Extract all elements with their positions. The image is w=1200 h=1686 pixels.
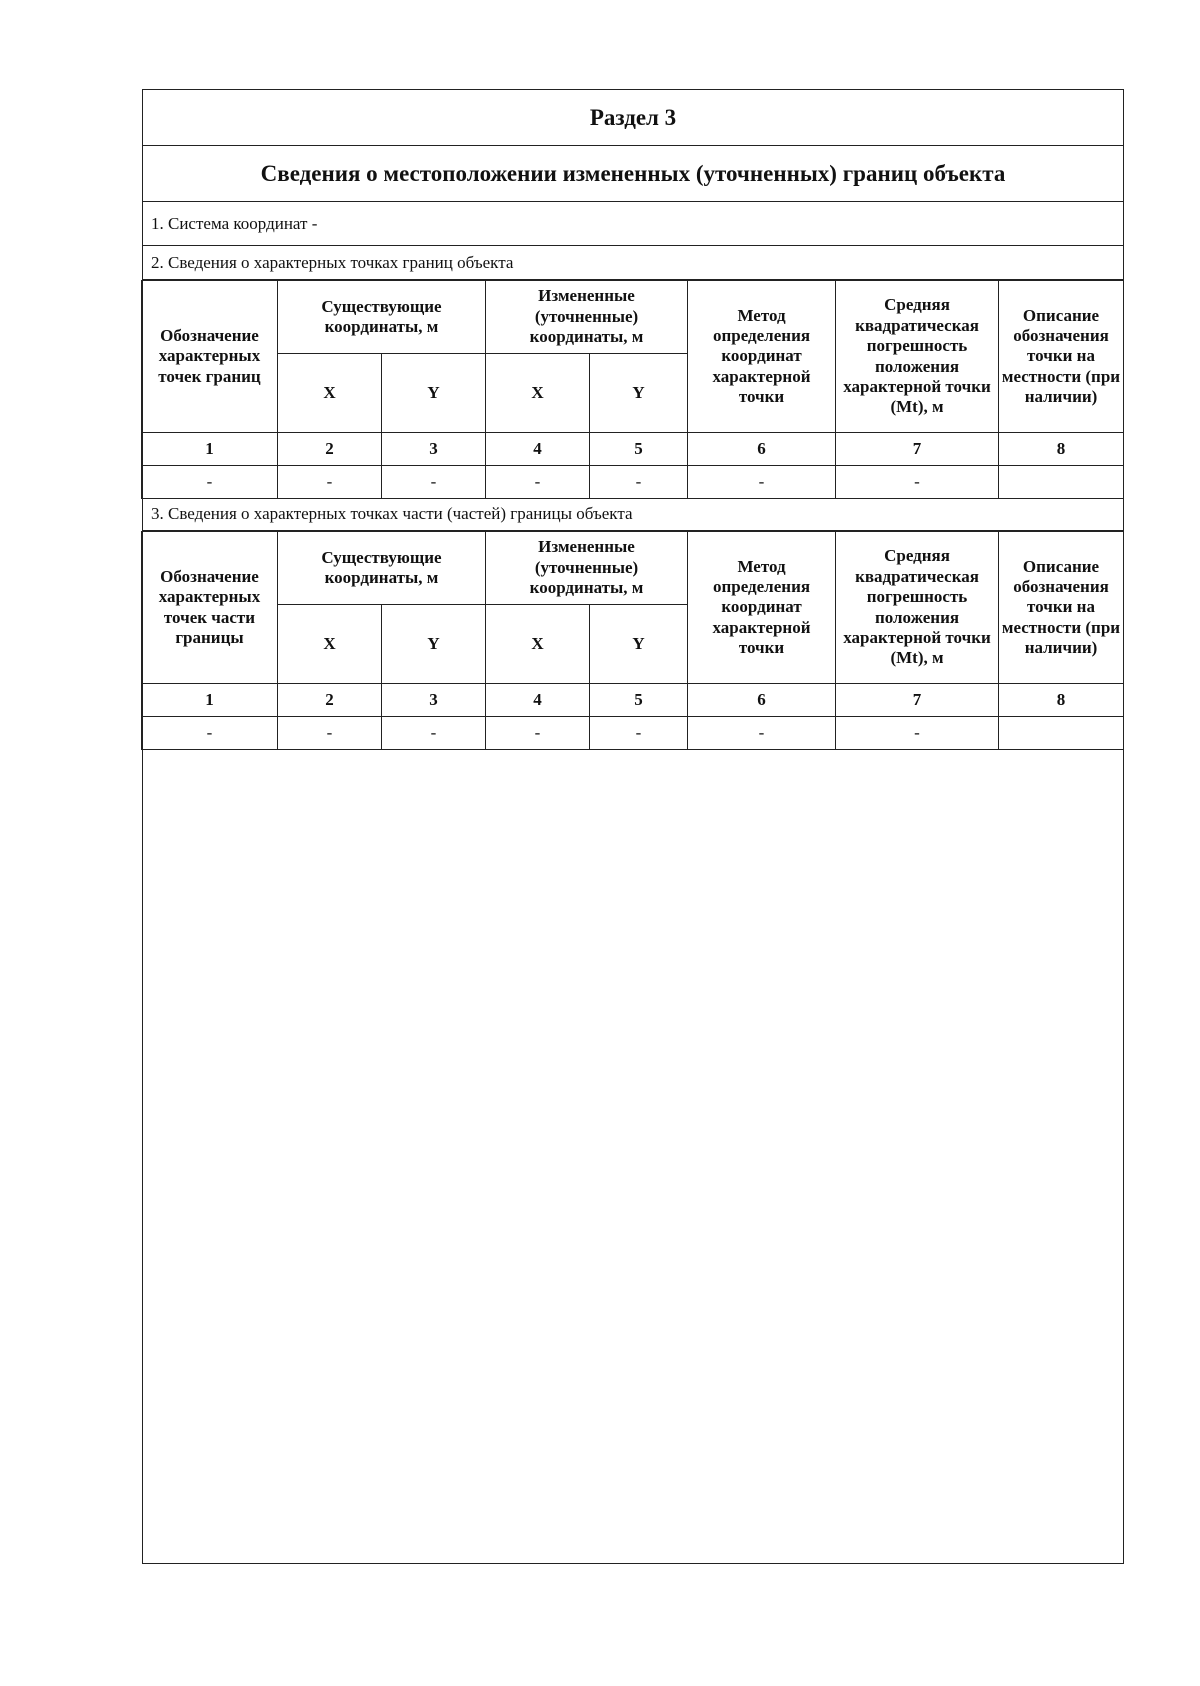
table-cell: - bbox=[590, 717, 688, 750]
column-number: 7 bbox=[836, 433, 999, 466]
column-number: 2 bbox=[278, 433, 382, 466]
header-changed-x: X bbox=[486, 605, 590, 684]
table-cell: - bbox=[382, 466, 486, 499]
points-table-section3 bbox=[141, 531, 1124, 750]
header-mean-error: Средняя квадратическая погрешность положения характерной точки (Mt), м bbox=[836, 532, 999, 684]
table-cell: - bbox=[836, 466, 999, 499]
table-cell: - bbox=[486, 717, 590, 750]
table-cell: - bbox=[142, 466, 278, 499]
header-existing-coords: Существующие координаты, м bbox=[278, 281, 486, 354]
header-existing-y: Y bbox=[382, 605, 486, 684]
section-title: Раздел 3 bbox=[143, 90, 1123, 146]
column-number: 5 bbox=[590, 684, 688, 717]
column-number: 4 bbox=[486, 684, 590, 717]
points-table-section2 bbox=[141, 280, 1124, 499]
column-number: 7 bbox=[836, 684, 999, 717]
header-point-designation: Обозначение характерных точек части границы bbox=[142, 532, 278, 684]
table-cell bbox=[999, 466, 1124, 499]
header-existing-coords: Существующие координаты, м bbox=[278, 532, 486, 605]
header-changed-x: X bbox=[486, 354, 590, 433]
column-number: 3 bbox=[382, 684, 486, 717]
table-cell: - bbox=[142, 717, 278, 750]
header-point-designation: Обозначение характерных точек границ bbox=[142, 281, 278, 433]
section3-title: 3. Сведения о характерных точках части (частей) границы объекта bbox=[143, 497, 1123, 531]
column-number: 1 bbox=[142, 684, 278, 717]
header-method: Метод определения координат характерной точки bbox=[688, 532, 836, 684]
header-changed-y: Y bbox=[590, 354, 688, 433]
header-existing-y: Y bbox=[382, 354, 486, 433]
column-number: 3 bbox=[382, 433, 486, 466]
column-number: 2 bbox=[278, 684, 382, 717]
table-cell: - bbox=[590, 466, 688, 499]
table-cell: - bbox=[278, 717, 382, 750]
table-row bbox=[142, 466, 1124, 499]
table-cell: - bbox=[688, 466, 836, 499]
table-cell: - bbox=[688, 717, 836, 750]
table-row bbox=[142, 717, 1124, 750]
header-description: Описание обозначения точки на местности (при наличии) bbox=[999, 281, 1124, 433]
table-cell: - bbox=[486, 466, 590, 499]
table-cell bbox=[999, 717, 1124, 750]
header-changed-coords: Измененные (уточненные) координаты, м bbox=[486, 532, 688, 605]
table-cell: - bbox=[382, 717, 486, 750]
header-changed-y: Y bbox=[590, 605, 688, 684]
section2-title: 2. Сведения о характерных точках границ объекта bbox=[143, 246, 1123, 280]
column-number: 6 bbox=[688, 684, 836, 717]
column-number: 8 bbox=[999, 433, 1124, 466]
column-number: 4 bbox=[486, 433, 590, 466]
document-subtitle: Сведения о местоположении измененных (уточненных) границ объекта bbox=[143, 146, 1123, 202]
header-existing-x: X bbox=[278, 354, 382, 433]
header-description: Описание обозначения точки на местности (при наличии) bbox=[999, 532, 1124, 684]
column-number: 1 bbox=[142, 433, 278, 466]
header-method: Метод определения координат характерной точки bbox=[688, 281, 836, 433]
header-existing-x: X bbox=[278, 605, 382, 684]
document-frame bbox=[142, 89, 1124, 1564]
column-number: 6 bbox=[688, 433, 836, 466]
column-number: 8 bbox=[999, 684, 1124, 717]
header-mean-error: Средняя квадратическая погрешность положения характерной точки (Mt), м bbox=[836, 281, 999, 433]
column-number: 5 bbox=[590, 433, 688, 466]
coordinate-system: 1. Система координат - bbox=[143, 202, 1123, 246]
table-cell: - bbox=[836, 717, 999, 750]
header-changed-coords: Измененные (уточненные) координаты, м bbox=[486, 281, 688, 354]
table-cell: - bbox=[278, 466, 382, 499]
